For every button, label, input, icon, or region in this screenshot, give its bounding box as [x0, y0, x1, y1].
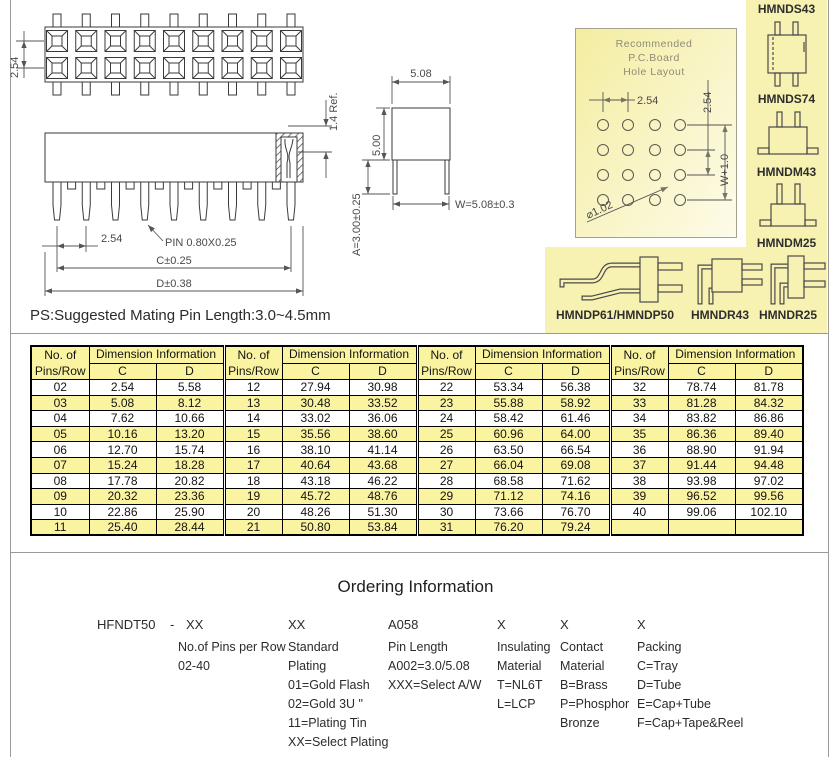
cell-c: 10.16 — [89, 426, 156, 442]
c-dimension-label: C±0.25 — [156, 255, 192, 267]
cell-d: 18.28 — [156, 457, 224, 473]
col-header-pins: No. of Pins/Row — [31, 346, 89, 380]
cell-c: 58.42 — [475, 411, 542, 427]
cell-pins: 23 — [417, 395, 475, 411]
ordering-line: C=Tray — [637, 659, 678, 673]
variant-label-hmndr25: HMNDR25 — [758, 308, 817, 322]
profile-top-label: 5.08 — [410, 68, 432, 80]
cell-pins: 09 — [31, 489, 89, 505]
cell-pins: 19 — [224, 489, 282, 505]
cell-d: 30.98 — [349, 380, 417, 396]
cell-d: 25.90 — [156, 504, 224, 520]
cell-d: 41.14 — [349, 442, 417, 458]
ordering-line: F=Cap+Tape&Reel — [637, 716, 744, 730]
side-pitch-label: 2.54 — [101, 233, 123, 245]
cell-c: 66.04 — [475, 457, 542, 473]
variant-label-hmndr43: HMNDR43 — [690, 308, 749, 322]
cell-d: 64.00 — [542, 426, 610, 442]
ordering-column — [637, 638, 743, 733]
ordering-token: X — [637, 617, 646, 632]
cell-pins: 12 — [224, 380, 282, 396]
cell-d: 20.82 — [156, 473, 224, 489]
cell-c: 12.70 — [89, 442, 156, 458]
cell-c: 71.12 — [475, 489, 542, 505]
cell-pins: 30 — [417, 504, 475, 520]
cell-c: 7.62 — [89, 411, 156, 427]
cell-c: 43.18 — [282, 473, 349, 489]
cell-c: 55.88 — [475, 395, 542, 411]
cell-d: 76.70 — [542, 504, 610, 520]
cell-c: 15.24 — [89, 457, 156, 473]
cell-c: 30.48 — [282, 395, 349, 411]
ordering-line: Plating — [288, 659, 327, 673]
d-dimension-label: D±0.38 — [156, 278, 192, 290]
cell-pins: 28 — [417, 473, 475, 489]
cell-pins: 07 — [31, 457, 89, 473]
cell-d: 13.20 — [156, 426, 224, 442]
cell-c: 50.80 — [282, 520, 349, 536]
cell-c: 5.08 — [89, 395, 156, 411]
cell-c: 2.54 — [89, 380, 156, 396]
col-header-c: C — [282, 363, 349, 380]
pcb-hole-dim-label: ⌀1.02 — [584, 198, 615, 222]
ordering-line: No.of Pins per Row — [178, 640, 286, 654]
cell-pins: 39 — [610, 489, 668, 505]
cell-d: 48.76 — [349, 489, 417, 505]
cell-d: 28.44 — [156, 520, 224, 536]
ordering-line: 01=Gold Flash — [288, 678, 370, 692]
cell-d: 5.58 — [156, 380, 224, 396]
ordering-line: L=LCP — [497, 697, 536, 711]
front-pitch-label: 2.54 — [9, 56, 21, 78]
col-header-c: C — [475, 363, 542, 380]
col-header-pins: No. of Pins/Row — [417, 346, 475, 380]
col-header-d: D — [156, 363, 224, 380]
variant-label-hmnds43: HMNDS43 — [757, 2, 816, 16]
cell-pins: 35 — [610, 426, 668, 442]
cell-d: 99.56 — [735, 489, 803, 505]
cell-pins: 34 — [610, 411, 668, 427]
cell-c: 63.50 — [475, 442, 542, 458]
cell-c: 93.98 — [668, 473, 735, 489]
ordering-line: XX=Select Plating — [288, 735, 389, 749]
ordering-column — [560, 638, 629, 733]
cell-pins: 21 — [224, 520, 282, 536]
cell-d: 86.86 — [735, 411, 803, 427]
ordering-line: Standard — [288, 640, 339, 654]
cell-pins: 22 — [417, 380, 475, 396]
col-header-d: D — [735, 363, 803, 380]
cell-c: 60.96 — [475, 426, 542, 442]
ordering-line: Pin Length — [388, 640, 448, 654]
col-header-pins: No. of Pins/Row — [224, 346, 282, 380]
cell-pins: 29 — [417, 489, 475, 505]
ordering-line: XXX=Select A/W — [388, 678, 482, 692]
cell-pins: 15 — [224, 426, 282, 442]
cell-pins: 08 — [31, 473, 89, 489]
cell-c: 48.26 — [282, 504, 349, 520]
cell-d: 36.06 — [349, 411, 417, 427]
cell-pins: 14 — [224, 411, 282, 427]
ordering-column — [178, 638, 286, 676]
cell-pins: 16 — [224, 442, 282, 458]
variant-label-hmndp: HMNDP61/HMNDP50 — [555, 308, 675, 322]
cell-c: 81.28 — [668, 395, 735, 411]
cell-d: 69.08 — [542, 457, 610, 473]
cell-pins: 27 — [417, 457, 475, 473]
cell-c: 17.78 — [89, 473, 156, 489]
cell-pins: 31 — [417, 520, 475, 536]
col-header-c: C — [668, 363, 735, 380]
cell-d: 38.60 — [349, 426, 417, 442]
col-header-c: C — [89, 363, 156, 380]
cell-pins: 17 — [224, 457, 282, 473]
mating-pin-note: PS:Suggested Mating Pin Length:3.0~4.5mm — [30, 307, 331, 324]
col-header-dim-info: Dimension Information — [668, 346, 803, 363]
cell-c: 88.90 — [668, 442, 735, 458]
ordering-token: XX — [288, 617, 306, 632]
cell-pins: 24 — [417, 411, 475, 427]
ordering-token: X — [560, 617, 569, 632]
ordering-line: Insulating — [497, 640, 551, 654]
cell-c: 45.72 — [282, 489, 349, 505]
ordering-line: 02=Gold 3U " — [288, 697, 363, 711]
cell-pins: 37 — [610, 457, 668, 473]
cell-d: 89.40 — [735, 426, 803, 442]
cell-pins: 03 — [31, 395, 89, 411]
cell-d: 84.32 — [735, 395, 803, 411]
cell-pins: 04 — [31, 411, 89, 427]
cell-c: 25.40 — [89, 520, 156, 536]
cell-c: 68.58 — [475, 473, 542, 489]
ordering-line: 11=Plating Tin — [288, 716, 367, 730]
ordering-line: Material — [560, 659, 605, 673]
cell-pins: 33 — [610, 395, 668, 411]
ordering-column — [497, 638, 551, 714]
pcb-col-dim-label: 2.54 — [637, 95, 659, 107]
ordering-line: B=Brass — [560, 678, 608, 692]
pcb-title-line2: P.C.Board — [628, 52, 680, 64]
variant-label-hmnds74: HMNDS74 — [757, 92, 816, 106]
variant-label-hmndm43: HMNDM43 — [756, 165, 817, 179]
cell-c: 35.56 — [282, 426, 349, 442]
cell-c: 33.02 — [282, 411, 349, 427]
cell-pins: 26 — [417, 442, 475, 458]
cell-c: 78.74 — [668, 380, 735, 396]
cell-d: 51.30 — [349, 504, 417, 520]
cell-d: 56.38 — [542, 380, 610, 396]
cell-pins: 11 — [31, 520, 89, 536]
cell-pins: 40 — [610, 504, 668, 520]
cell-d: 8.12 — [156, 395, 224, 411]
cell-d: 74.16 — [542, 489, 610, 505]
cell-d: 58.92 — [542, 395, 610, 411]
cell-pins: 02 — [31, 380, 89, 396]
cell-c: 73.66 — [475, 504, 542, 520]
cell-d: 53.84 — [349, 520, 417, 536]
ordering-token: X — [497, 617, 506, 632]
ordering-token: A058 — [388, 617, 419, 632]
cell-d: 97.02 — [735, 473, 803, 489]
cell-pins: 25 — [417, 426, 475, 442]
cell-c: 22.86 — [89, 504, 156, 520]
cell-c: 86.36 — [668, 426, 735, 442]
ordering-line: P=Phosphor — [560, 697, 630, 711]
cell-c: 83.82 — [668, 411, 735, 427]
cell-d: 61.46 — [542, 411, 610, 427]
ordering-column — [288, 638, 388, 752]
cell-d: 46.22 — [349, 473, 417, 489]
col-header-dim-info: Dimension Information — [89, 346, 224, 363]
cell-d: 10.66 — [156, 411, 224, 427]
col-header-dim-info: Dimension Information — [282, 346, 417, 363]
ordering-line: 02-40 — [178, 659, 210, 673]
pcb-row-dim-label: 2.54 — [702, 91, 714, 113]
cell-pins: 36 — [610, 442, 668, 458]
cell-c: 20.32 — [89, 489, 156, 505]
ordering-token: XX — [186, 617, 204, 632]
variant-label-hmndm25: HMNDM25 — [756, 236, 817, 250]
col-header-dim-info: Dimension Information — [475, 346, 610, 363]
part-number-dash: - — [170, 617, 175, 632]
cell-pins: 06 — [31, 442, 89, 458]
pin-size-label: PIN 0.80X0.25 — [165, 237, 237, 249]
ordering-column — [388, 638, 481, 695]
cell-d: 23.36 — [156, 489, 224, 505]
pcb-title-line3: Hole Layout — [623, 66, 685, 78]
ordering-title: Ordering Information — [337, 577, 494, 596]
ordering-line: Contact — [560, 640, 604, 654]
cell-c: 53.34 — [475, 380, 542, 396]
ordering-line: T=NL6T — [497, 678, 543, 692]
cell-d: 71.62 — [542, 473, 610, 489]
ordering-line: Material — [497, 659, 542, 673]
part-number-prefix: HFNDT50 — [97, 617, 156, 632]
profile-w-label: W=5.08±0.3 — [455, 199, 515, 211]
ordering-line: D=Tube — [637, 678, 682, 692]
cell-pins: 13 — [224, 395, 282, 411]
cell-pins: 32 — [610, 380, 668, 396]
cell-c: 99.06 — [668, 504, 735, 520]
cell-c: 96.52 — [668, 489, 735, 505]
col-header-pins: No. of Pins/Row — [610, 346, 668, 380]
cell-d: 102.10 — [735, 504, 803, 520]
cell-d: 15.74 — [156, 442, 224, 458]
cell-pins: 38 — [610, 473, 668, 489]
cell-pins: 18 — [224, 473, 282, 489]
cell-d: 33.52 — [349, 395, 417, 411]
col-header-d: D — [349, 363, 417, 380]
col-header-d: D — [542, 363, 610, 380]
pcb-title-line1: Recommended — [615, 38, 693, 50]
pcb-w-dim-label: W+1.0 — [719, 153, 731, 186]
cell-d: 66.54 — [542, 442, 610, 458]
cell-pins: 20 — [224, 504, 282, 520]
ref-dimension-label: 1.4 Ref. — [328, 92, 340, 131]
cell-c: 76.20 — [475, 520, 542, 536]
cell-d: 81.78 — [735, 380, 803, 396]
cell-c: 91.44 — [668, 457, 735, 473]
profile-height-label: 5.00 — [371, 134, 383, 156]
cell-c: 40.64 — [282, 457, 349, 473]
ordering-line: A002=3.0/5.08 — [388, 659, 470, 673]
ordering-line: Packing — [637, 640, 682, 654]
cell-d: 91.94 — [735, 442, 803, 458]
cell-d: 94.48 — [735, 457, 803, 473]
cell-d: 79.24 — [542, 520, 610, 536]
ordering-line: E=Cap+Tube — [637, 697, 711, 711]
cell-c: 27.94 — [282, 380, 349, 396]
cell-d: 43.68 — [349, 457, 417, 473]
cell-pins: 05 — [31, 426, 89, 442]
ordering-line: Bronze — [560, 716, 600, 730]
cell-c: 38.10 — [282, 442, 349, 458]
cell-pins: 10 — [31, 504, 89, 520]
profile-a-label: A=3.00±0.25 — [351, 193, 363, 256]
